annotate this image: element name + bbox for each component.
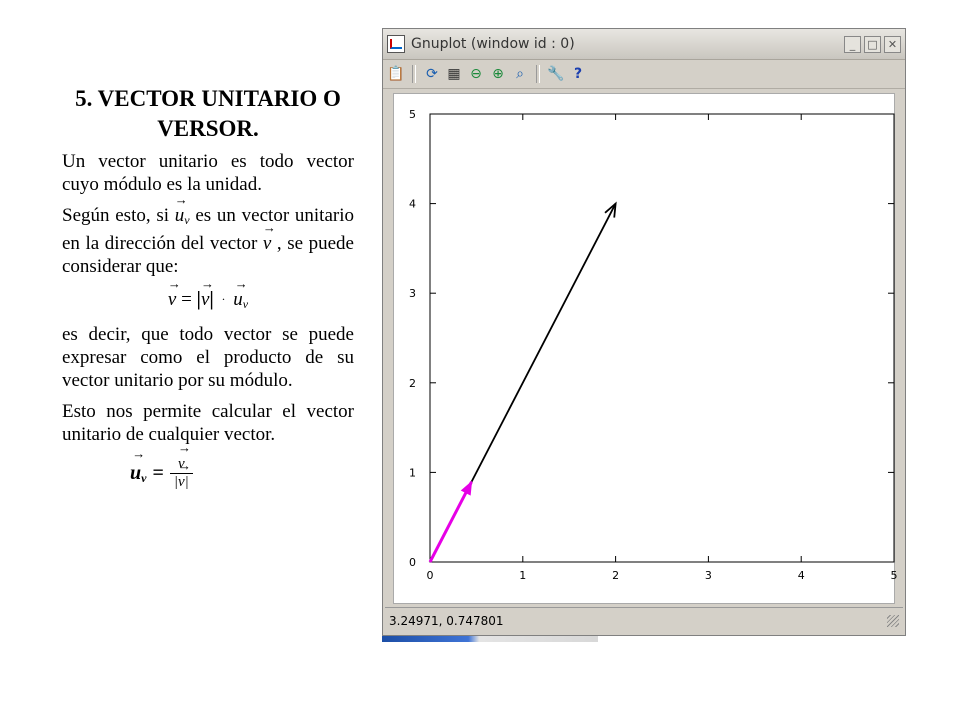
vector-v-symbol: → v [263, 232, 271, 255]
x-tick-label: 2 [612, 569, 620, 582]
explanation-paragraph: es decir, que todo vector se puede expresar como el producto de su vector unitario por su módulo. [62, 324, 354, 391]
gnuplot-app-icon [387, 35, 405, 53]
vector-decomposition-formula: → v = |→ v| · → $u_v$ [62, 286, 354, 317]
x-tick-label: 5 [890, 569, 898, 582]
unit-vector-arrowhead [462, 482, 472, 495]
context-paragraph: Según esto, si → $u_v$ es un vector unitario en la dirección del vector → v , se puede considerar que: [62, 204, 354, 278]
x-tick-label: 4 [797, 569, 805, 582]
conclusion-paragraph: Esto nos permite calcular el vector unitario de cualquier vector. [62, 401, 354, 445]
window-titlebar[interactable] [383, 29, 905, 60]
close-button[interactable]: ✕ [884, 36, 901, 53]
minimize-button[interactable]: _ [844, 36, 861, 53]
zoom-next-icon[interactable]: ⊕ [492, 66, 504, 82]
unzoom-icon[interactable]: ⌕ [516, 66, 524, 82]
plot-frame [430, 114, 894, 562]
slide-text-column [62, 84, 354, 491]
gnuplot-window[interactable] [382, 28, 906, 636]
formula-fraction: → $\frac{v}{|\to v|}$ [170, 456, 193, 491]
status-bar [385, 607, 903, 634]
mouse-coordinates: 3.24971, 0.747801 [389, 614, 504, 628]
unit-vector-formula: → $u_v$ = → $\frac{v}{|\to v|}$ [130, 456, 354, 491]
taskbar-peek [382, 636, 598, 642]
x-tick-label: 1 [519, 569, 527, 582]
definition-paragraph: Un vector unitario es todo vector cuyo módulo es la unidad. [62, 151, 354, 195]
slide-title: 5. VECTOR UNITARIO O VERSOR. [75, 86, 341, 141]
unit-vector-line [430, 482, 471, 562]
y-tick-label: 1 [409, 466, 416, 480]
y-tick-label: 5 [409, 108, 416, 121]
copy-clipboard-icon[interactable]: 📋 [387, 66, 405, 82]
unit-vector-symbol: → $u_v$ [175, 204, 190, 232]
y-tick-label: 0 [409, 556, 416, 569]
y-tick-label: 2 [409, 376, 416, 390]
replot-icon[interactable]: ⟳ [426, 66, 438, 82]
window-title: Gnuplot (window id : 0) [411, 36, 575, 52]
resize-grip[interactable] [887, 615, 899, 627]
toolbar [383, 60, 905, 89]
plot-canvas[interactable] [393, 93, 898, 604]
grid-icon[interactable]: ▦ [447, 66, 461, 82]
x-tick-label: 0 [426, 569, 434, 582]
x-tick-label: 3 [704, 569, 712, 582]
help-icon[interactable]: ? [573, 66, 583, 82]
options-icon[interactable]: 🔧 [547, 66, 565, 82]
maximize-button[interactable]: □ [864, 36, 881, 53]
y-tick-label: 3 [409, 287, 416, 301]
zoom-previous-icon[interactable]: ⊖ [470, 66, 482, 82]
y-tick-label: 4 [409, 197, 416, 211]
